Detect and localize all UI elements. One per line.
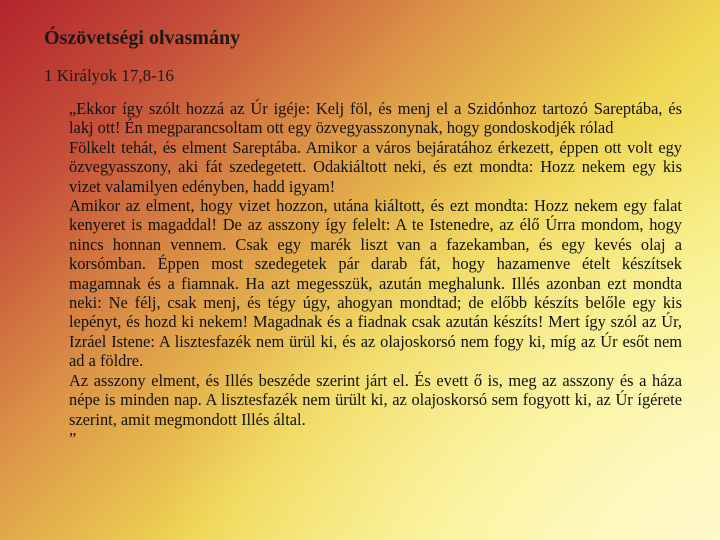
paragraph: Fölkelt tehát, és elment Sareptába. Amikor a város bejáratához érkezett, éppen ott volt egy özvegyasszony, aki fát szedegetett. Odakiáltott neki, és ezt mondta: Hozz nekem egy kis vizet valamilyen edényben, hadd igyam! [69, 137, 682, 196]
reading-text [69, 99, 682, 448]
paragraph: Amikor az elment, hogy vizet hozzon, utána kiáltott, és ezt mondta: Hozz nekem egy falat kenyeret is magaddal! De az asszony így felelt: A te Istenedre, az élő Úrra mondom, hogy nincs honnan vennem. Csak egy marék liszt van a fazekamban, és egy kevés olaj a korsómban. Éppen most szedegetek pár darab fát, hogy hazamenve ételt készítsek magamnak és a fiamnak. Ha azt megesszük, azután meghalunk. Illés azonban ezt mondta neki: Ne félj, csak menj, és tégy úgy, ahogyan mondtad; de előbb készíts belőle egy kis lepényt, és hozd ki nekem! Magadnak és a fiadnak csak azután készíts! Mert így szól az Úr, Izráel Istene: A lisztesfazék nem ürül ki, és az olajoskorsó nem fogy ki, míg az Úr esőt nem ad a földre. [69, 196, 682, 371]
paragraph: „Ekkor így szólt hozzá az Úr igéje: Kelj föl, és menj el a Szidónhoz tartozó Sareptába, és lakj ott! Én megparancsoltam ott egy özvegyasszonynak, hogy gondoskodjék rólad [69, 99, 682, 138]
paragraph: Az asszony elment, és Illés beszéde szerint járt el. És evett ő is, meg az asszony és a háza népe is minden nap. A lisztesfazék nem ürült ki, az olajoskorsó sem fogyott ki, az Úr ígérete szerint, amit megmondott Illés által. [69, 370, 682, 429]
slide-title: Ószövetségi olvasmány [44, 27, 241, 49]
closing-quote: ” [69, 428, 77, 448]
scripture-reference: 1 Királyok 17,8-16 [44, 66, 174, 85]
